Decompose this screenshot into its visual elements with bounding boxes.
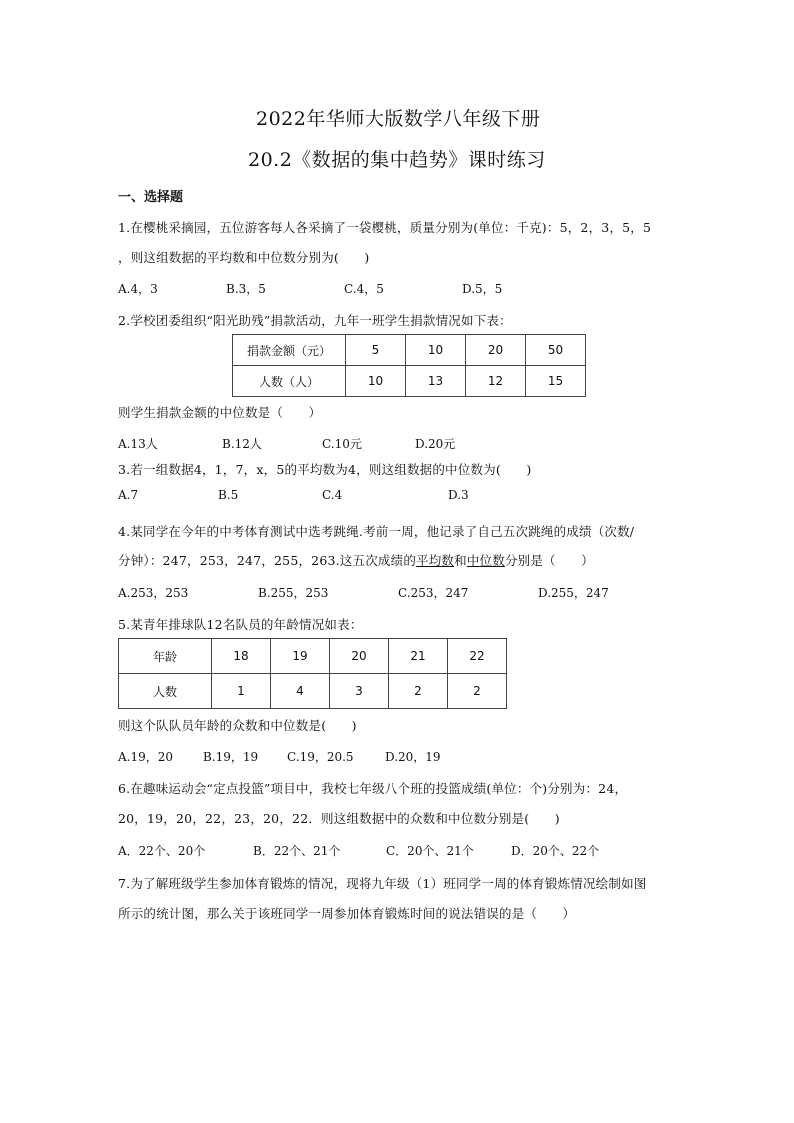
table-cell: 10 [406, 335, 466, 366]
question-5-line-2: 则这个队队员年龄的众数和中位数是( ) [118, 718, 357, 733]
question-4-option-a: A.253，253 [118, 586, 189, 600]
table-cell: 10 [346, 366, 406, 397]
page-title: 2022年华师大版数学八年级下册 [256, 108, 541, 130]
table-cell: 3 [330, 674, 389, 709]
question-3-option-b: B.5 [218, 488, 239, 502]
question-2-line-2: 则学生捐款金额的中位数是（ ） [118, 405, 322, 420]
question-6-option-a: A．22个、20个 [118, 844, 206, 858]
question-4-text-c: 分别是（ ） [504, 553, 594, 568]
question-6-option-c: C．20个、21个 [386, 844, 474, 858]
table-cell: 15 [526, 366, 586, 397]
question-2-option-c: C.10元 [322, 437, 362, 451]
table-row [119, 674, 507, 709]
question-1-line-2: ，则这组数据的平均数和中位数分别为( ) [118, 250, 370, 265]
question-3-option-c: C.4 [322, 488, 343, 502]
table-cell: 1 [212, 674, 271, 709]
question-5-option-c: C.19，20.5 [287, 750, 354, 764]
question-4-text-b: 和 [454, 553, 467, 568]
question-6-line-1: 6.在趣味运动会“定点投篮”项目中，我校七年级八个班的投篮成绩(单位：个)分别为：24， [118, 781, 628, 796]
question-6-option-b: B．22个、21个 [253, 844, 341, 858]
table-row [233, 366, 586, 397]
page-subtitle: 20.2《数据的集中趋势》课时练习 [248, 149, 546, 171]
question-2-line-1: 2.学校团委组织“阳光助残”捐款活动，九年一班学生捐款情况如下表： [118, 313, 512, 328]
question-7-line-2: 所示的统计图，那么关于该班同学一周参加体育锻炼时间的说法错误的是（ ） [118, 906, 576, 921]
table-cell: 12 [466, 366, 526, 397]
age-table [118, 638, 507, 709]
table-cell: 20 [466, 335, 526, 366]
question-2-option-b: B.12人 [222, 437, 262, 451]
question-2-option-a: A.13人 [118, 437, 158, 451]
question-3-option-d: D.3 [448, 488, 469, 502]
table-row [233, 335, 586, 366]
table-row [119, 639, 507, 674]
question-5-option-b: B.19，19 [203, 750, 259, 764]
table-cell: 50 [526, 335, 586, 366]
question-1-option-a: A.4，3 [118, 282, 158, 296]
question-3-line-1: 3.若一组数据4，1，7，x，5的平均数为4，则这组数据的中位数为( ) [118, 462, 532, 477]
section-heading: 一、选择题 [118, 190, 184, 205]
question-7-line-1: 7.为了解班级学生参加体育锻炼的情况，现将九年级（1）班同学一周的体育锻炼情况绘制如图 [118, 876, 647, 891]
question-4-option-d: D.255，247 [538, 586, 609, 600]
table-cell: 人数 [119, 674, 212, 709]
underlined-term-median: 中位数 [466, 553, 505, 568]
table-cell: 20 [330, 639, 389, 674]
question-6-option-d: D．20个、22个 [511, 844, 600, 858]
question-1-option-d: D.5，5 [462, 282, 503, 296]
table-cell: 4 [271, 674, 330, 709]
table-cell: 13 [406, 366, 466, 397]
question-5-line-1: 5.某青年排球队12名队员的年龄情况如表： [118, 617, 363, 632]
table-cell: 捐款金额（元） [233, 335, 346, 366]
question-4-text-a: 分钟）：247，253，247，255，263.这五次成绩的 [118, 553, 417, 568]
table-cell: 19 [271, 639, 330, 674]
question-3-option-a: A.7 [118, 488, 139, 502]
question-4-line-2 [118, 551, 594, 569]
question-1-line-1: 1.在樱桃采摘园，五位游客每人各采摘了一袋樱桃，质量分别为(单位：千克)：5，2，3，5，5 [118, 220, 652, 235]
question-2-option-d: D.20元 [415, 437, 456, 451]
question-6-line-2: 20，19，20，22，23，20，22．则这组数据中的众数和中位数分别是( ) [118, 811, 560, 826]
table-cell: 人数（人） [233, 366, 346, 397]
table-cell: 2 [448, 674, 507, 709]
question-4-option-b: B.255，253 [258, 586, 329, 600]
table-cell: 5 [346, 335, 406, 366]
question-5-option-d: D.20，19 [385, 750, 441, 764]
question-4-line-1: 4.某同学在今年的中考体育测试中选考跳绳.考前一周，他记录了自己五次跳绳的成绩（次数/ [118, 524, 635, 539]
donation-table [232, 334, 586, 397]
question-1-option-c: C.4，5 [344, 282, 384, 296]
table-cell: 21 [389, 639, 448, 674]
underlined-term-mean: 平均数 [416, 553, 455, 568]
table-cell: 22 [448, 639, 507, 674]
table-cell: 年龄 [119, 639, 212, 674]
table-cell: 2 [389, 674, 448, 709]
question-5-option-a: A.19，20 [118, 750, 174, 764]
question-4-option-c: C.253，247 [398, 586, 469, 600]
table-cell: 18 [212, 639, 271, 674]
question-1-option-b: B.3，5 [226, 282, 266, 296]
